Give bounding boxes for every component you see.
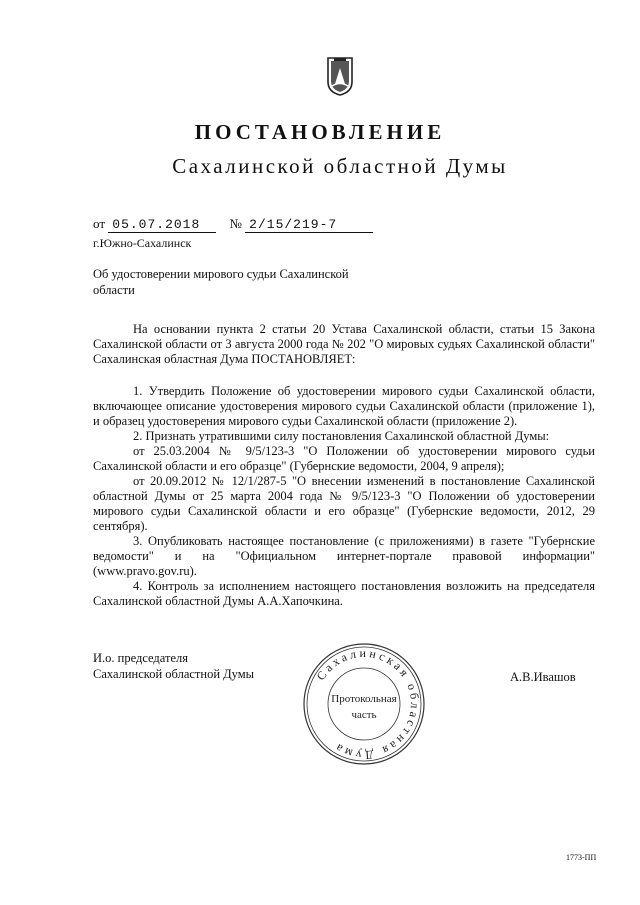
clause-2: 2. Признать утратившими силу постановления Сахалинской областной Думы: xyxy=(133,429,550,443)
signatory-position-line2: Сахалинской областной Думы xyxy=(93,667,255,681)
city: г.Южно-Сахалинск xyxy=(93,236,192,250)
document-number: 2/15/219-7 xyxy=(245,217,373,233)
coat-of-arms-icon xyxy=(326,56,354,96)
number-label: № xyxy=(229,216,242,231)
document-body xyxy=(93,322,595,609)
clause-4: 4. Контроль за исполнением настоящего постановления возложить на председателя Сахалинской областной Думы А.А.Хапочкина. xyxy=(93,579,595,608)
clause-1: 1. Утвердить Положение об удостоверении мирового судьи Сахалинской области, включающее описание удостоверения мирового судьи Сахалинской области (приложение 1), и образец удостоверения мирового судьи Сахалинской области (приложение 2). xyxy=(93,384,595,428)
preamble: На основании пункта 2 статьи 20 Устава Сахалинской области, статьи 15 Закона Сахалинской области от 3 августа 2000 года № 202 "О мировых судьях Сахалинской области" Сахалинская областная Дума ПОСТАНОВЛЯЕТ: xyxy=(93,322,595,366)
clause-3: 3. Опубликовать настоящее постановление (с приложениями) в газете "Губернские ведомости" и на "Официальном интернет-портале правовой информации" (www.pravo.gov.ru). xyxy=(93,534,595,578)
page-title: ПОСТАНОВЛЕНИЕ xyxy=(194,120,446,144)
clause-2a: от 25.03.2004 № 9/5/123-3 "О Положении об удостоверении мирового судьи Сахалинской области и его образце" (Губернские ведомости, 2004, 9 апреля); xyxy=(93,444,595,473)
signatory-position xyxy=(93,650,254,682)
date-label: от xyxy=(93,216,106,231)
document-meta xyxy=(93,216,373,233)
page-subtitle: Сахалинской областной Думы xyxy=(172,154,508,178)
document-date: 05.07.2018 xyxy=(108,217,216,233)
clause-2b: от 20.09.2012 № 12/1/287-5 "О внесении изменений в постановление Сахалинской областной Думы от 25 марта 2004 года № 9/5/123-3 "О Положении об удостоверении мирового судьи Сахалинской области и его образце" (Губернские ведомости, 2012, 29 сентября). xyxy=(93,474,595,533)
official-seal xyxy=(302,642,426,766)
document-code: 1773-ПП xyxy=(566,853,597,862)
seal-ring-text: Сахалинская областная Дума xyxy=(313,645,423,763)
document-subject: Об удостоверении мирового судьи Сахалинской области xyxy=(93,267,349,297)
seal-center-line1: Протокольная xyxy=(331,693,397,705)
signatory-position-line1: И.о. председателя xyxy=(93,651,189,665)
seal-center-line2: часть xyxy=(351,709,377,721)
signatory-name: А.В.Ивашов xyxy=(510,670,576,684)
